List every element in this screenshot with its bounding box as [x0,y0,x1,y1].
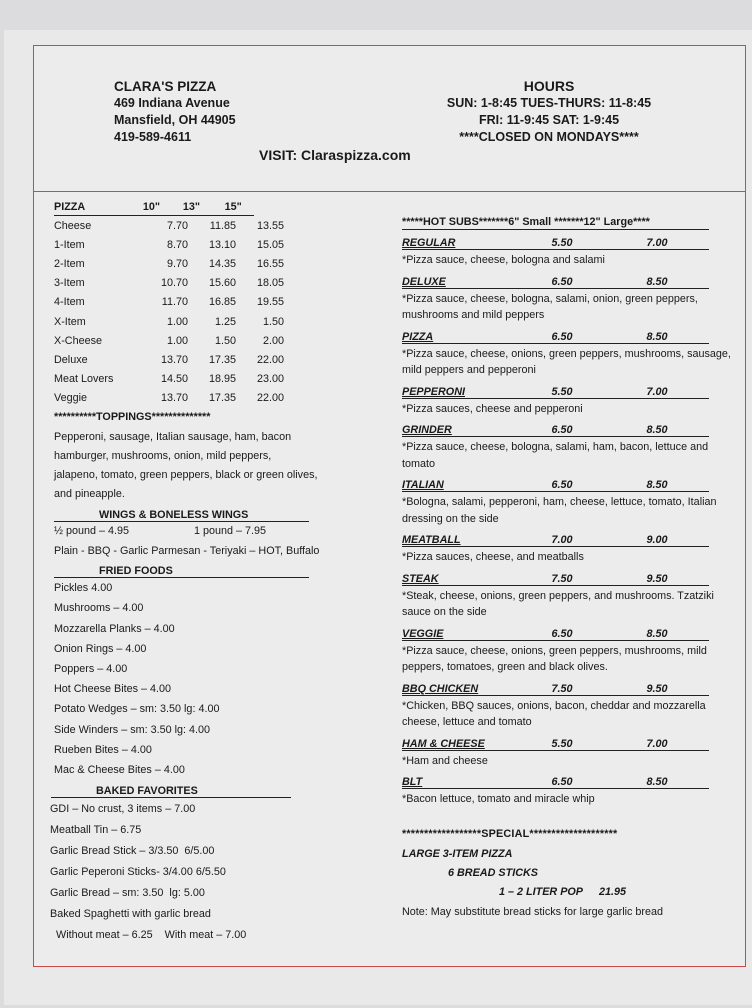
sub-name: HAM & CHEESE [402,737,485,750]
subs-title: *****HOT SUBS*******6" Small *******12" Large**** [402,216,709,230]
sub-small-price: 6.50 [551,424,573,436]
pizza-row [54,389,374,408]
pizza-price: 13.70 [160,353,188,366]
sub-item [402,772,709,789]
sub-description: *Pizza sauce, cheese, onions, green peppers, mushrooms, mild peppers, tomatoes, green and black olives. [402,644,707,673]
fried-item: Rueben Bites – 4.00 [54,743,152,756]
sub-large-price: 8.50 [646,627,668,640]
sub-description: *Bacon lettuce, tomato and miracle whip [402,793,595,805]
street: 469 Indiana Avenue [114,96,230,110]
pizza-row [54,254,374,273]
baked-item: Baked Spaghetti with garlic bread [50,907,211,920]
fried-item: Mac & Cheese Bites – 4.00 [54,763,185,776]
special-line: 6 BREAD STICKS [448,866,538,879]
sub-description: *Pizza sauce, cheese, bologna, salami, onion, green peppers, mushrooms and mild peppers [402,292,698,321]
sub-small-price: 6.50 [551,479,573,491]
sub-description: *Steak, cheese, onions, green peppers, and mushrooms. Tzatziki sauce on the side [402,589,714,618]
pizza-price: 17.35 [208,392,236,405]
pizza-price: 13.55 [256,219,284,232]
sub-item [402,327,709,344]
wings-title-text: WINGS & BONELESS WINGS [99,508,249,521]
sub-description: *Ham and cheese [402,754,488,767]
sub-item [402,569,709,586]
pizza-price: 18.05 [256,277,284,290]
pizza-price: 2.00 [262,334,284,347]
sub-description: *Pizza sauces, cheese, and meatballs [402,551,584,563]
pizza-col-header: 15" [224,201,242,213]
sub-small-price: 6.50 [551,275,573,288]
sub-small-price: 7.00 [551,534,573,546]
pizza-price: 11.85 [209,219,236,232]
pizza-price: 23.00 [256,373,284,386]
sub-name: BLT [402,776,423,788]
sub-item [402,475,709,492]
toppings-line: Pepperoni, sausage, Italian sausage, ham, bacon [54,430,292,443]
pizza-price: 1.25 [214,315,236,328]
pizza-price: 16.85 [208,296,236,309]
fried-item: Poppers – 4.00 [54,663,128,676]
sub-item [402,679,709,696]
sub-name: ITALIAN [402,479,444,491]
pizza-name: Deluxe [54,353,88,366]
pizza-row [54,331,374,350]
wings-full: 1 pound – 7.95 [194,525,267,538]
hours-line: SUN: 1-8:45 TUES-THURS: 11-8:45 [446,96,652,110]
pizza-name: X-Cheese [54,334,103,347]
sub-small-price: 5.50 [551,385,573,398]
pizza-price: 15.60 [208,277,236,290]
sub-name: STEAK [402,572,439,585]
pizza-row [54,216,374,235]
sub-large-price: 7.00 [646,737,668,750]
pizza-price: 11.70 [161,296,188,309]
pizza-name: X-Item [54,315,86,328]
special-line: LARGE 3-ITEM PIZZA [402,847,513,860]
pizza-price: 1.00 [166,315,188,328]
fried-item: Hot Cheese Bites – 4.00 [54,683,172,696]
sub-name: MEATBALL [402,534,461,546]
fried-item: Onion Rings – 4.00 [54,642,147,655]
sub-large-price: 8.50 [646,424,668,436]
phone: 419-589-4611 [114,130,192,144]
pizza-row [54,312,374,331]
fried-title [54,560,309,578]
pizza-row [54,370,374,389]
baked-item: Garlic Peperoni Sticks- 3/4.00 6/5.50 [50,865,226,878]
pizza-header [54,199,254,216]
sub-name: DELUXE [402,275,446,288]
fried-item: Mushrooms – 4.00 [54,602,144,615]
fried-title-text: FRIED FOODS [99,565,173,578]
pizza-name: Cheese [54,219,92,232]
pizza-name: 3-Item [54,277,85,290]
divider [34,191,745,192]
pizza-price: 17.35 [208,353,236,366]
wings-flavors: Plain - BBQ - Garlic Parmesan - Teriyaki – HOT, Buffalo [54,544,320,557]
sub-large-price: 9.50 [646,572,668,585]
pizza-col-header: PIZZA [54,201,86,213]
fried-item: Mozzarella Planks – 4.00 [54,622,175,635]
sub-large-price: 8.50 [646,330,668,343]
pizza-name: Veggie [54,392,88,405]
toppings-title: **********TOPPINGS************** [54,411,211,424]
special-line [499,886,732,898]
sub-description: *Pizza sauce, cheese, onions, green peppers, mushrooms, sausage, mild peppers and pepperoni [402,347,731,376]
sub-small-price: 5.50 [551,237,573,249]
sub-large-price: 8.50 [646,275,668,288]
baked-item: Meatball Tin – 6.75 [50,823,142,836]
pizza-price: 9.70 [166,257,188,270]
sub-large-price: 7.00 [646,237,668,249]
pizza-price: 1.50 [262,315,284,328]
menu-page [33,45,746,967]
pizza-price: 16.55 [256,257,284,270]
toppings-line: and pineapple. [54,488,125,501]
special-price: 21.95 [599,885,627,898]
special-pop: 1 – 2 LITER POP [499,885,584,898]
baked-item: GDI – No crust, 3 items – 7.00 [50,802,196,815]
pizza-row [54,350,374,369]
baked-title-text: BAKED FAVORITES [96,785,198,798]
sub-small-price: 6.50 [551,330,573,343]
sub-small-price: 6.50 [551,776,573,788]
sub-large-price: 9.00 [646,534,668,546]
sub-large-price: 8.50 [646,479,668,491]
sub-item [402,233,709,250]
baked-title [51,780,291,798]
hours-title: HOURS [523,78,575,94]
sub-small-price: 7.50 [551,682,573,695]
sub-description: *Chicken, BBQ sauces, onions, bacon, cheddar and mozzarella cheese, lettuce and tomato [402,699,706,728]
pizza-price: 14.35 [208,257,236,270]
pizza-name: 2-Item [54,257,85,270]
right-column [402,216,732,918]
fried-item: Pickles 4.00 [54,582,113,595]
baked-item: Garlic Bread – sm: 3.50 lg: 5.00 [50,886,205,899]
special-title: ******************SPECIAL******************** [402,827,618,840]
wings-half: ½ pound – 4.95 [54,525,130,538]
fried-item: Potato Wedges – sm: 3.50 lg: 4.00 [54,703,220,716]
special-note: Note: May substitute bread sticks for large garlic bread [402,905,664,918]
pizza-col-header: 10" [142,201,160,213]
baked-item: Without meat – 6.25 With meat – 7.00 [50,928,247,941]
pizza-name: 4-Item [54,296,85,309]
sub-small-price: 6.50 [551,627,573,640]
sub-item [402,624,709,641]
pizza-price: 14.50 [160,373,188,386]
sub-item [402,420,709,437]
pizza-price: 13.10 [208,238,236,251]
sub-description: *Pizza sauces, cheese and pepperoni [402,402,583,415]
pizza-col-header: 13" [182,201,200,213]
pizza-price: 15.05 [256,238,284,251]
sub-name: PIZZA [402,330,434,343]
website: VISIT: Claraspizza.com [259,147,411,163]
sub-large-price: 9.50 [646,682,668,695]
pizza-name: Meat Lovers [54,373,114,386]
hours-line: FRI: 11-9:45 SAT: 1-9:45 [478,113,620,127]
pizza-price: 8.70 [166,238,188,251]
pizza-price: 19.55 [256,296,284,309]
sub-name: GRINDER [402,424,452,436]
pizza-price: 18.95 [208,373,236,386]
sub-item [402,734,709,751]
sub-item [402,530,709,547]
sub-name: REGULAR [402,237,456,249]
sub-description: *Pizza sauce, cheese, bologna, salami, ham, bacon, lettuce and tomato [402,441,709,470]
pizza-price: 10.70 [160,277,188,290]
sub-small-price: 5.50 [551,737,573,750]
wings-title [54,504,309,522]
hours [439,78,659,146]
sub-description: *Pizza sauce, cheese, bologna and salami [402,254,605,266]
toppings-line: hamburger, mushrooms, onion, mild peppers, [54,449,272,462]
sub-large-price: 7.00 [646,385,668,398]
pizza-row [54,274,374,293]
sub-large-price: 8.50 [646,776,668,788]
sub-name: BBQ CHICKEN [402,682,479,695]
wings-prices [54,522,374,541]
hours-closed: ****CLOSED ON MONDAYS**** [459,130,639,144]
pizza-price: 13.70 [160,392,188,405]
left-column [50,199,374,945]
toppings-line: jalapeno, tomato, green peppers, black or green olives, [54,469,318,482]
sub-name: VEGGIE [402,627,444,640]
city: Mansfield, OH 44905 [114,113,236,127]
pizza-row [54,293,374,312]
restaurant-info [114,78,236,146]
sub-item [402,272,709,289]
sub-name: PEPPERONI [402,385,465,398]
pizza-price: 1.00 [166,334,188,347]
restaurant-name: CLARA'S PIZZA [114,79,217,94]
sub-description: *Bologna, salami, pepperoni, ham, cheese, lettuce, tomato, Italian dressing on the side [402,496,717,525]
pizza-price: 1.50 [214,334,236,347]
pizza-name: 1-Item [54,238,85,251]
baked-item: Garlic Bread Stick – 3/3.50 6/5.00 [50,844,215,857]
pizza-price: 22.00 [256,392,284,405]
fried-item: Side Winders – sm: 3.50 lg: 4.00 [54,723,211,736]
pizza-price: 22.00 [256,353,284,366]
sub-small-price: 7.50 [551,572,573,585]
sub-item [402,382,709,399]
pizza-price: 7.70 [166,219,188,232]
pizza-row [54,235,374,254]
